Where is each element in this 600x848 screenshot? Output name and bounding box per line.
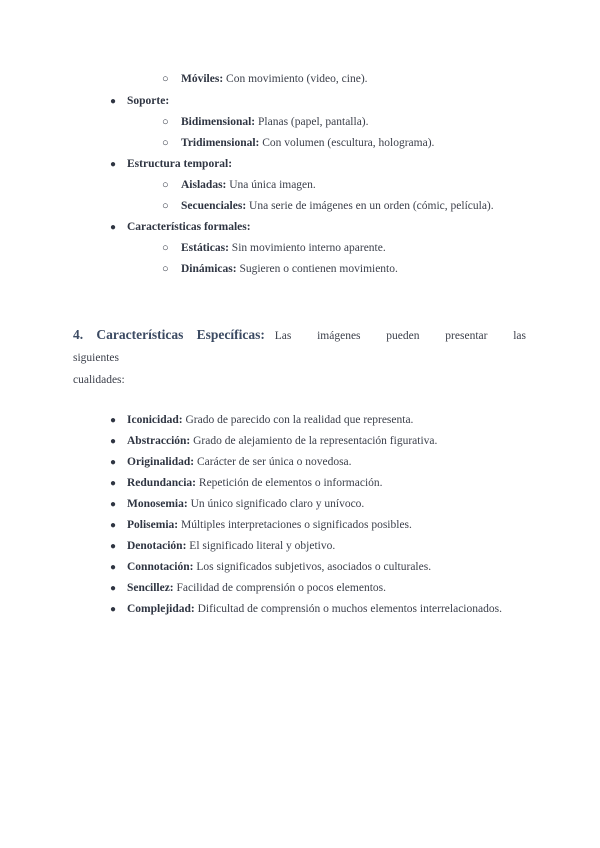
item-text: Con movimiento (video, cine). bbox=[226, 73, 368, 85]
quality-label: Connotación: bbox=[127, 561, 194, 573]
quality-item bbox=[110, 602, 502, 617]
section-4 bbox=[73, 324, 526, 391]
item-text: Con volumen (escultura, holograma). bbox=[262, 137, 435, 149]
item-label: Dinámicas: bbox=[181, 263, 237, 275]
list-item-soporte bbox=[110, 94, 169, 109]
circle-bullet-icon: ○ bbox=[162, 242, 169, 254]
quality-text: Dificultad de comprensión o muchos elementos interrelacionados. bbox=[197, 603, 502, 615]
item-label: Tridimensional: bbox=[181, 137, 260, 149]
quality-label: Redundancia: bbox=[127, 477, 197, 489]
quality-label: Abstracción: bbox=[127, 435, 191, 447]
list-item-tridimensional bbox=[162, 136, 434, 150]
quality-label: Complejidad: bbox=[127, 603, 195, 615]
quality-item bbox=[110, 581, 386, 596]
quality-text: Múltiples interpretaciones o significados posibles. bbox=[180, 519, 412, 531]
item-label: Secuenciales: bbox=[181, 200, 247, 212]
list-item-aisladas bbox=[162, 178, 316, 192]
quality-label: Iconicidad: bbox=[127, 414, 183, 426]
list-item-secuenciales bbox=[162, 199, 494, 213]
disc-bullet-icon: ● bbox=[110, 96, 117, 107]
quality-item bbox=[110, 455, 352, 470]
item-text: Sugieren o contienen movimiento. bbox=[239, 263, 398, 275]
quality-item bbox=[110, 560, 431, 575]
item-label: Características formales: bbox=[127, 221, 251, 233]
item-text: Una serie de imágenes en un orden (cómic, película). bbox=[249, 200, 494, 212]
circle-bullet-icon: ○ bbox=[162, 137, 169, 149]
quality-item bbox=[110, 497, 364, 512]
quality-label: Sencillez: bbox=[127, 582, 174, 594]
quality-label: Monosemia: bbox=[127, 498, 188, 510]
disc-bullet-icon: ● bbox=[110, 541, 117, 552]
item-text: Planas (papel, pantalla). bbox=[258, 116, 369, 128]
quality-text: Carácter de ser única o novedosa. bbox=[196, 456, 352, 468]
circle-bullet-icon: ○ bbox=[162, 200, 169, 212]
disc-bullet-icon: ● bbox=[110, 457, 117, 468]
quality-item bbox=[110, 413, 413, 428]
quality-text: El significado literal y objetivo. bbox=[189, 540, 336, 552]
quality-item bbox=[110, 434, 437, 449]
disc-bullet-icon: ● bbox=[110, 222, 117, 233]
list-item-dinamicas bbox=[162, 262, 398, 276]
circle-bullet-icon: ○ bbox=[162, 179, 169, 191]
disc-bullet-icon: ● bbox=[110, 562, 117, 573]
quality-item bbox=[110, 539, 335, 554]
list-item-estructura bbox=[110, 157, 232, 172]
list-item-moviles bbox=[162, 72, 368, 86]
item-text: Una única imagen. bbox=[229, 179, 316, 191]
quality-label: Polisemia: bbox=[127, 519, 179, 531]
quality-item bbox=[110, 476, 383, 491]
quality-text: Grado de parecido con la realidad que representa. bbox=[185, 414, 414, 426]
item-label: Móviles: bbox=[181, 73, 224, 85]
quality-text: Facilidad de comprensión o pocos elementos. bbox=[176, 582, 387, 594]
disc-bullet-icon: ● bbox=[110, 159, 117, 170]
disc-bullet-icon: ● bbox=[110, 415, 117, 426]
item-label: Soporte: bbox=[127, 95, 170, 107]
item-label: Bidimensional: bbox=[181, 116, 256, 128]
section-heading: 4. Características Específicas: bbox=[73, 327, 265, 342]
item-text: Sin movimiento interno aparente. bbox=[231, 242, 386, 254]
circle-bullet-icon: ○ bbox=[162, 73, 169, 85]
circle-bullet-icon: ○ bbox=[162, 116, 169, 128]
quality-label: Originalidad: bbox=[127, 456, 195, 468]
quality-text: Grado de alejamiento de la representación figurativa. bbox=[193, 435, 438, 447]
disc-bullet-icon: ● bbox=[110, 520, 117, 531]
disc-bullet-icon: ● bbox=[110, 604, 117, 615]
disc-bullet-icon: ● bbox=[110, 499, 117, 510]
section-intro-line2: cualidades: bbox=[73, 374, 125, 386]
circle-bullet-icon: ○ bbox=[162, 263, 169, 275]
item-label: Estructura temporal: bbox=[127, 158, 233, 170]
item-label: Estáticas: bbox=[181, 242, 229, 254]
quality-text: Un único significado claro y unívoco. bbox=[190, 498, 365, 510]
quality-item bbox=[110, 518, 412, 533]
disc-bullet-icon: ● bbox=[110, 436, 117, 447]
list-item-bidimensional bbox=[162, 115, 369, 129]
quality-label: Denotación: bbox=[127, 540, 187, 552]
list-item-estaticas bbox=[162, 241, 386, 255]
list-item-formales bbox=[110, 220, 251, 235]
quality-text: Los significados subjetivos, asociados o culturales. bbox=[196, 561, 432, 573]
item-label: Aisladas: bbox=[181, 179, 227, 191]
disc-bullet-icon: ● bbox=[110, 478, 117, 489]
quality-text: Repetición de elementos o información. bbox=[198, 477, 383, 489]
disc-bullet-icon: ● bbox=[110, 583, 117, 594]
section-intro-line1: Las imágenes pueden presentar las siguientes bbox=[73, 330, 527, 364]
